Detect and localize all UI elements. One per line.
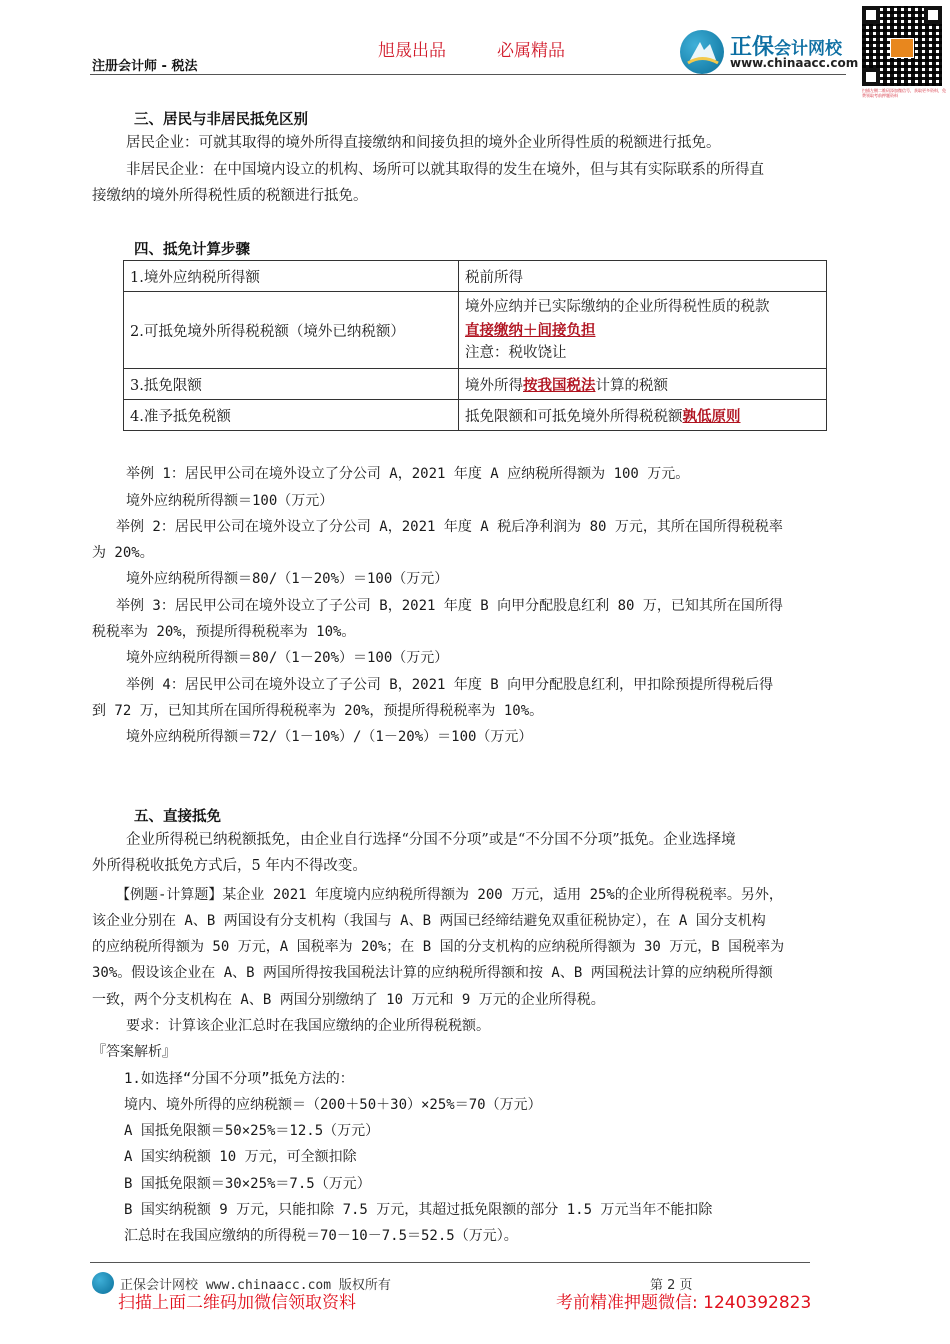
table-row	[124, 369, 827, 400]
example-4-result: 境外应纳税所得额＝72/（1－10%）/（1－20%）＝100（万元）	[126, 729, 533, 745]
question-line3: 的应纳税所得额为 50 万元，A 国税率为 20%；在 B 国的分支机构的应纳税所得额为 30 万元，B 国税率为	[92, 939, 785, 955]
step-desc-line: 境外应纳并已实际缴纳的企业所得税性质的税款	[465, 298, 770, 315]
qr-caption: 扫描左侧二维码添加微信号，获取更多资料，免费领取考前押题资料	[862, 88, 946, 98]
question-line2: 该企业分别在 A、B 两国设有分支机构（我国与 A、B 两国已经缔结避免双重征税协定），在 A 国分支机构	[92, 913, 766, 929]
sec5-intro-line1: 企业所得税已纳税额抵免，由企业自行选择“分国不分项”或是“不分国不分项”抵免。企业选择境	[126, 832, 736, 848]
slogan-left: 旭晟出品	[378, 41, 446, 61]
brand-name: 正保会计网校	[730, 35, 843, 60]
steps-table	[123, 260, 827, 431]
step-highlight: 孰低原则	[682, 407, 741, 425]
step-desc	[459, 292, 827, 369]
promo-right: 考前精准押题微信: 1240392823	[556, 1293, 812, 1313]
slogan-right: 必属精品	[497, 41, 565, 61]
answer-line7: 汇总时在我国应缴纳的所得税＝70－10－7.5＝52.5（万元）。	[124, 1228, 518, 1244]
section-5-title: 五、直接抵免	[134, 809, 221, 825]
wechat-id: 1240392823	[703, 1293, 812, 1313]
example-3-line1: 举例 3：居民甲公司在境外设立了子公司 B，2021 年度 B 向甲分配股息红利 80 万，已知其所在国所得	[116, 598, 783, 614]
brand-logo-icon	[680, 30, 724, 74]
sec3-nonresident-line1: 非居民企业：在中国境内设立的机构、场所可以就其取得的发生在境外，但与其有实际联系的所得直	[126, 162, 764, 178]
step-desc: 境外所得按我国税法计算的税额	[459, 369, 827, 400]
example-3-line2: 税税率为 20%，预提所得税税率为 10%。	[92, 624, 356, 640]
question-line4: 30%。假设该企业在 A、B 两国所得按我国税法计算的应纳税所得额和按 A、B 两国税法计算的应纳税所得额	[92, 965, 773, 981]
answer-line6: B 国实纳税额 9 万元，只能扣除 7.5 万元，其超过抵免限额的部分 1.5 万元当年不能扣除	[124, 1202, 713, 1218]
step-desc: 税前所得	[459, 261, 827, 292]
answer-line1: 1.如选择“分国不分项”抵免方法的：	[124, 1071, 354, 1087]
section-3-title: 三、居民与非居民抵免区别	[134, 112, 308, 128]
step-note: 注意：税收饶让	[465, 344, 567, 361]
example-4-line2: 到 72 万，已知其所在国所得税税率为 20%，预提所得税税率为 10%。	[92, 703, 544, 719]
course-title: 注册会计师 - 税法	[92, 59, 198, 74]
header-divider	[90, 74, 846, 75]
footer-copyright: 正保会计网校 www.chinaacc.com 版权所有	[120, 1278, 391, 1293]
brand-url: www.chinaacc.com	[730, 56, 859, 70]
table-row	[124, 261, 827, 292]
example-2-line1: 举例 2：居民甲公司在境外设立了分公司 A，2021 年度 A 税后净利润为 80 万元，其所在国所得税税率	[116, 519, 783, 535]
example-3-result: 境外应纳税所得额＝80/（1－20%）＝100（万元）	[126, 650, 449, 666]
sec5-intro-line2: 外所得税收抵免方式后，5 年内不得改变。	[92, 858, 367, 874]
question-line5: 一致，两个分支机构在 A、B 两国分别缴纳了 10 万元和 9 万元的企业所得税。	[92, 992, 605, 1008]
example-4-line1: 举例 4：居民甲公司在境外设立了子公司 B，2021 年度 B 向甲分配股息红利，甲扣除预提所得税后得	[126, 677, 774, 693]
table-row	[124, 400, 827, 431]
answer-line3: A 国抵免限额＝50×25%＝12.5（万元）	[124, 1123, 380, 1139]
example-2-result: 境外应纳税所得额＝80/（1－20%）＝100（万元）	[126, 571, 449, 587]
question-line1: 【例题-计算题】某企业 2021 年度境内应纳税所得额为 200 万元，适用 25%的企业所得税税率。另外，	[116, 887, 783, 903]
step-name: 3.抵免限额	[124, 369, 459, 400]
table-row	[124, 292, 827, 369]
page-number: 第 2 页	[650, 1278, 693, 1293]
example-1-result: 境外应纳税所得额＝100（万元）	[126, 493, 334, 509]
example-2-line2: 为 20%。	[92, 545, 154, 561]
qr-center-badge-icon	[890, 38, 914, 58]
footer-logo-icon	[92, 1272, 114, 1294]
step-highlight: 直接缴纳＋间接负担	[465, 321, 596, 339]
answer-heading: 『答案解析』	[92, 1044, 176, 1060]
answer-line4: A 国实纳税额 10 万元，可全额扣除	[124, 1149, 357, 1165]
step-name: 1.境外应纳税所得额	[124, 261, 459, 292]
step-name: 2.可抵免境外所得税税额（境外已纳税额）	[124, 292, 459, 369]
answer-line2: 境内、境外所得的应纳税额＝（200＋50＋30）×25%＝70（万元）	[124, 1097, 542, 1113]
answer-line5: B 国抵免限额＝30×25%＝7.5（万元）	[124, 1176, 371, 1192]
step-desc: 抵免限额和可抵免境外所得税税额孰低原则	[459, 400, 827, 431]
question-requirement: 要求：计算该企业汇总时在我国应缴纳的企业所得税税额。	[126, 1018, 490, 1034]
step-name: 4.准予抵免税额	[124, 400, 459, 431]
example-1: 举例 1：居民甲公司在境外设立了分公司 A，2021 年度 A 应纳税所得额为 100 万元。	[126, 466, 690, 482]
sec3-nonresident-line2: 接缴纳的境外所得税性质的税额进行抵免。	[92, 188, 368, 204]
step-highlight: 按我国税法	[523, 376, 596, 394]
section-4-title: 四、抵免计算步骤	[134, 242, 250, 258]
promo-left: 扫描上面二维码加微信领取资料	[118, 1293, 356, 1313]
footer-divider	[90, 1262, 810, 1263]
sec3-resident-text: 居民企业：可就其取得的境外所得直接缴纳和间接负担的境外企业所得性质的税额进行抵免。	[126, 135, 721, 151]
